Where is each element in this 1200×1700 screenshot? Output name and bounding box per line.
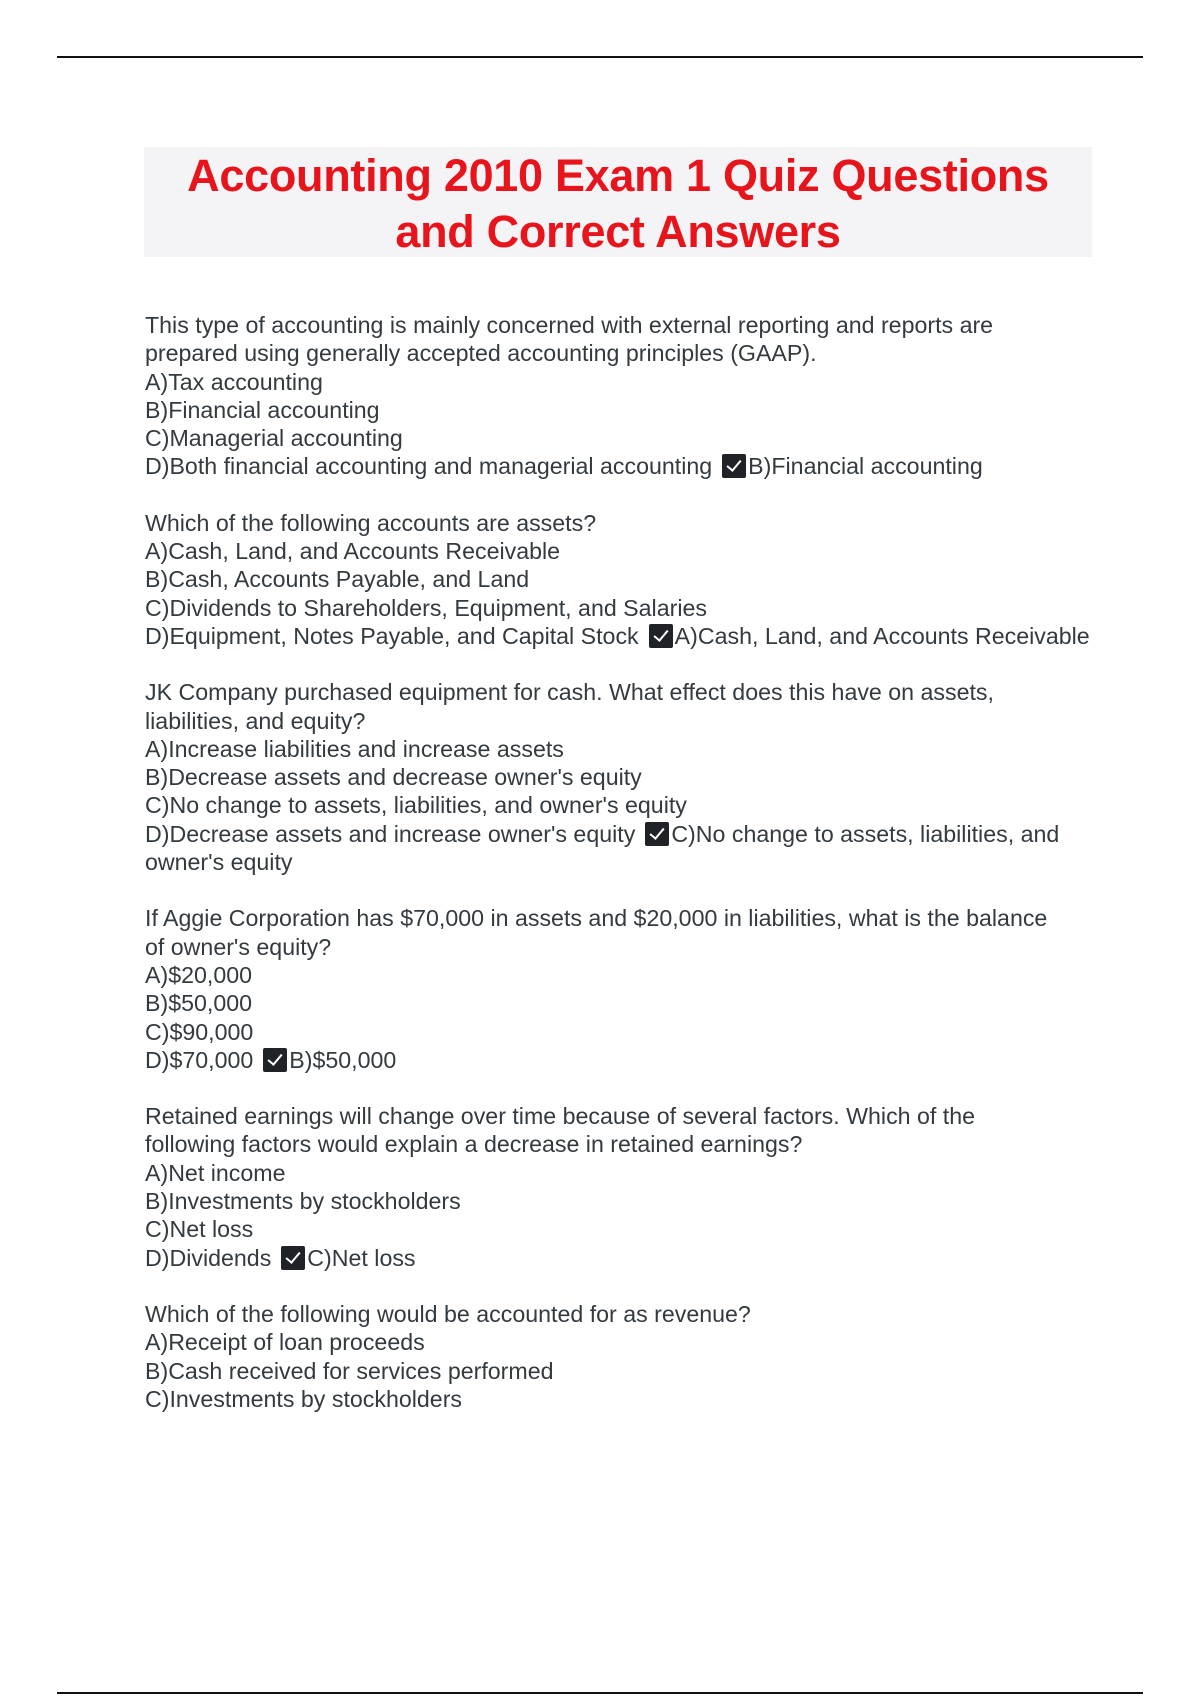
checkmark-icon [649, 624, 673, 648]
answer-option: D)Decrease assets and increase owner's equity [145, 820, 636, 847]
answer-option: B)Financial accounting [145, 396, 380, 423]
answer-option: D)Equipment, Notes Payable, and Capital Stock [145, 622, 639, 649]
checkmark-icon [722, 454, 746, 478]
answer-option: C)Investments by stockholders [145, 1385, 463, 1412]
correct-answer: A)Cash, Land, and Accounts Receivable [674, 622, 1090, 649]
question-block [145, 1300, 1100, 1413]
answer-option: C)Net loss [145, 1216, 254, 1243]
answer-option: C)Dividends to Shareholders, Equipment, and Salaries [145, 594, 707, 621]
answer-option: B)Investments by stockholders [145, 1188, 461, 1215]
last-option-line [145, 452, 1100, 480]
question-block [145, 678, 1100, 876]
answer-option: B)Cash, Accounts Payable, and Land [145, 566, 530, 593]
checkmark-icon [263, 1048, 287, 1072]
bottom-rule [57, 1692, 1143, 1694]
answer-option: C)$90,000 [145, 1018, 254, 1045]
correct-answer: C)No change to assets, liabilities, and owner's equity [145, 820, 1066, 876]
title-banner [144, 147, 1092, 257]
last-option-line [145, 820, 1100, 877]
checkmark-icon [281, 1246, 305, 1270]
document-title: Accounting 2010 Exam 1 Quiz Questions and Correct Answers [187, 150, 1049, 257]
answer-option: C)Managerial accounting [145, 425, 403, 452]
question-text: JK Company purchased equipment for cash. What effect does this have on assets, [145, 679, 994, 706]
question-text: This type of accounting is mainly concerned with external reporting and reports are [145, 312, 994, 338]
last-option-line [145, 1046, 1100, 1074]
answer-option: A)Cash, Land, and Accounts Receivable [145, 538, 561, 565]
question-block [145, 1102, 1100, 1272]
answer-option: A)Tax accounting [145, 368, 323, 395]
last-option-line [145, 1244, 1100, 1272]
question-block [145, 509, 1100, 650]
answer-option: A)Increase liabilities and increase assets [145, 735, 564, 762]
question-text: prepared using generally accepted accounting principles (GAAP). [145, 340, 817, 367]
question-block [145, 311, 1100, 481]
answer-option: B)Cash received for services performed [145, 1357, 554, 1384]
answer-option: A)$20,000 [145, 961, 253, 988]
question-list [145, 311, 1100, 1441]
question-block [145, 904, 1100, 1074]
question-text: of owner's equity? [145, 933, 332, 960]
correct-answer: B)Financial accounting [748, 453, 983, 480]
correct-answer: B)$50,000 [289, 1046, 397, 1073]
question-text: liabilities, and equity? [145, 707, 366, 734]
question-text: If Aggie Corporation has $70,000 in assets and $20,000 in liabilities, what is the balance [145, 905, 1048, 932]
checkmark-icon [645, 822, 669, 846]
top-rule [57, 56, 1143, 58]
answer-option: D)$70,000 [145, 1046, 254, 1073]
answer-option: B)$50,000 [145, 990, 253, 1017]
correct-answer: C)Net loss [307, 1244, 416, 1271]
question-text: following factors would explain a decrease in retained earnings? [145, 1131, 803, 1158]
last-option-line [145, 622, 1100, 650]
answer-option: A)Net income [145, 1159, 286, 1186]
answer-option: D)Both financial accounting and managerial accounting [145, 453, 713, 480]
answer-option: D)Dividends [145, 1244, 272, 1271]
answer-option: C)No change to assets, liabilities, and owner's equity [145, 792, 687, 819]
answer-option: A)Receipt of loan proceeds [145, 1329, 425, 1356]
question-text: Retained earnings will change over time because of several factors. Which of the [145, 1103, 976, 1130]
question-text: Which of the following would be accounted for as revenue? [145, 1300, 751, 1327]
question-text: Which of the following accounts are assets? [145, 509, 597, 536]
answer-option: B)Decrease assets and decrease owner's equity [145, 764, 642, 791]
